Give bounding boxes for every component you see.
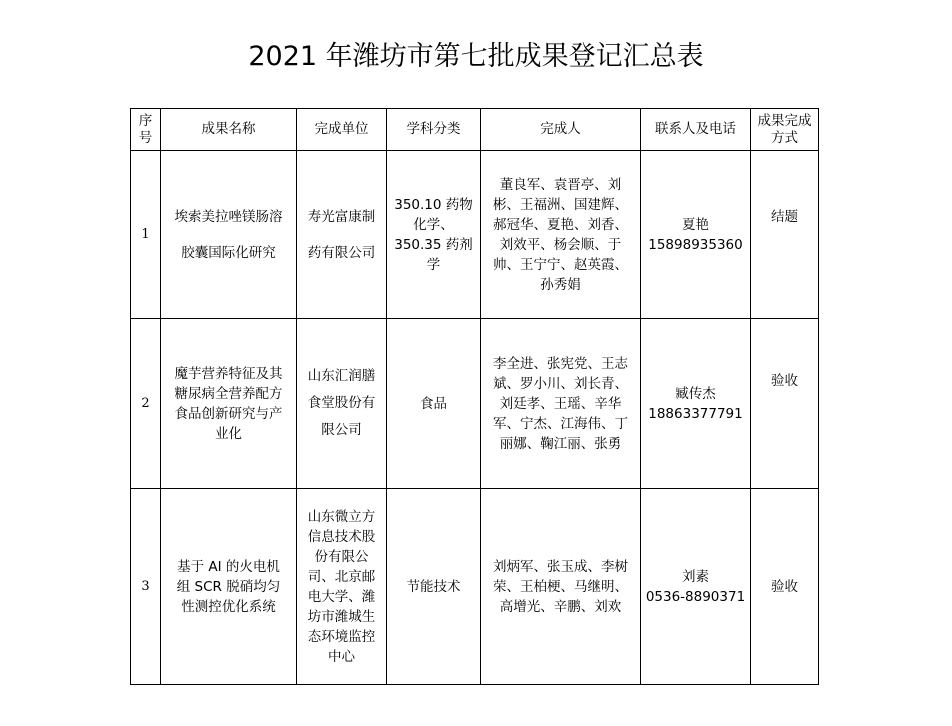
contact-phone: 15898935360 [648,236,743,253]
contact-phone: 0536-8890371 [645,588,746,605]
row-people: 董良军、袁晋亭、刘彬、王福洲、国建辉、郝冠华、夏艳、刘香、刘效平、杨会顺、于帅、王宁宁、赵英霞、孙秀娟 [481,151,641,319]
contact-phone: 18863377791 [648,405,743,422]
contact-name: 臧传杰 [675,385,716,402]
header-people: 完成人 [481,109,641,151]
header-category: 学科分类 [387,109,481,151]
header-no: 序号 [131,109,161,151]
header-unit: 完成单位 [297,109,387,151]
row-unit: 寿光富康制药有限公司 [297,151,387,319]
header-method: 成果完成方式 [751,109,819,151]
row-category: 节能技术 [387,489,481,685]
row-method: 结题 [751,151,819,319]
table-row [131,319,819,489]
row-unit: 山东汇润膳食堂股份有限公司 [297,319,387,489]
row-contact [641,489,751,685]
row-no: 1 [131,151,161,319]
table-row [131,151,819,319]
row-category: 350.10 药物化学、350.35 药剂学 [387,151,481,319]
row-no: 3 [131,489,161,685]
page-title: 2021 年潍坊市第七批成果登记汇总表 [248,41,704,72]
header-name: 成果名称 [161,109,297,151]
row-people: 刘炳军、张玉成、李树荣、王柏梗、马继明、高增光、辛鹏、刘欢 [481,489,641,685]
row-name: 基于 AI 的火电机组 SCR 脱硝均匀性测控优化系统 [161,489,297,685]
row-no: 2 [131,319,161,489]
results-table [130,108,819,685]
row-unit: 山东微立方信息技术股份有限公司、北京邮电大学、潍坊市潍城生态环境监控中心 [297,489,387,685]
table-row [131,489,819,685]
row-contact [641,319,751,489]
contact-name: 刘素 [682,568,709,585]
table-header-row [131,109,819,151]
contact-name: 夏艳 [682,216,709,233]
row-category: 食品 [387,319,481,489]
header-contact: 联系人及电话 [641,109,751,151]
row-method: 验收 [751,489,819,685]
row-people: 李全进、张宪党、王志斌、罗小川、刘长青、刘廷孝、王瑶、辛华军、宁杰、江海伟、丁丽娜、鞠江丽、张勇 [481,319,641,489]
row-contact [641,151,751,319]
row-method: 验收 [751,319,819,489]
row-name: 埃索美拉唑镁肠溶胶囊国际化研究 [161,151,297,319]
row-name: 魔芋营养特征及其糖尿病全营养配方食品创新研究与产业化 [161,319,297,489]
